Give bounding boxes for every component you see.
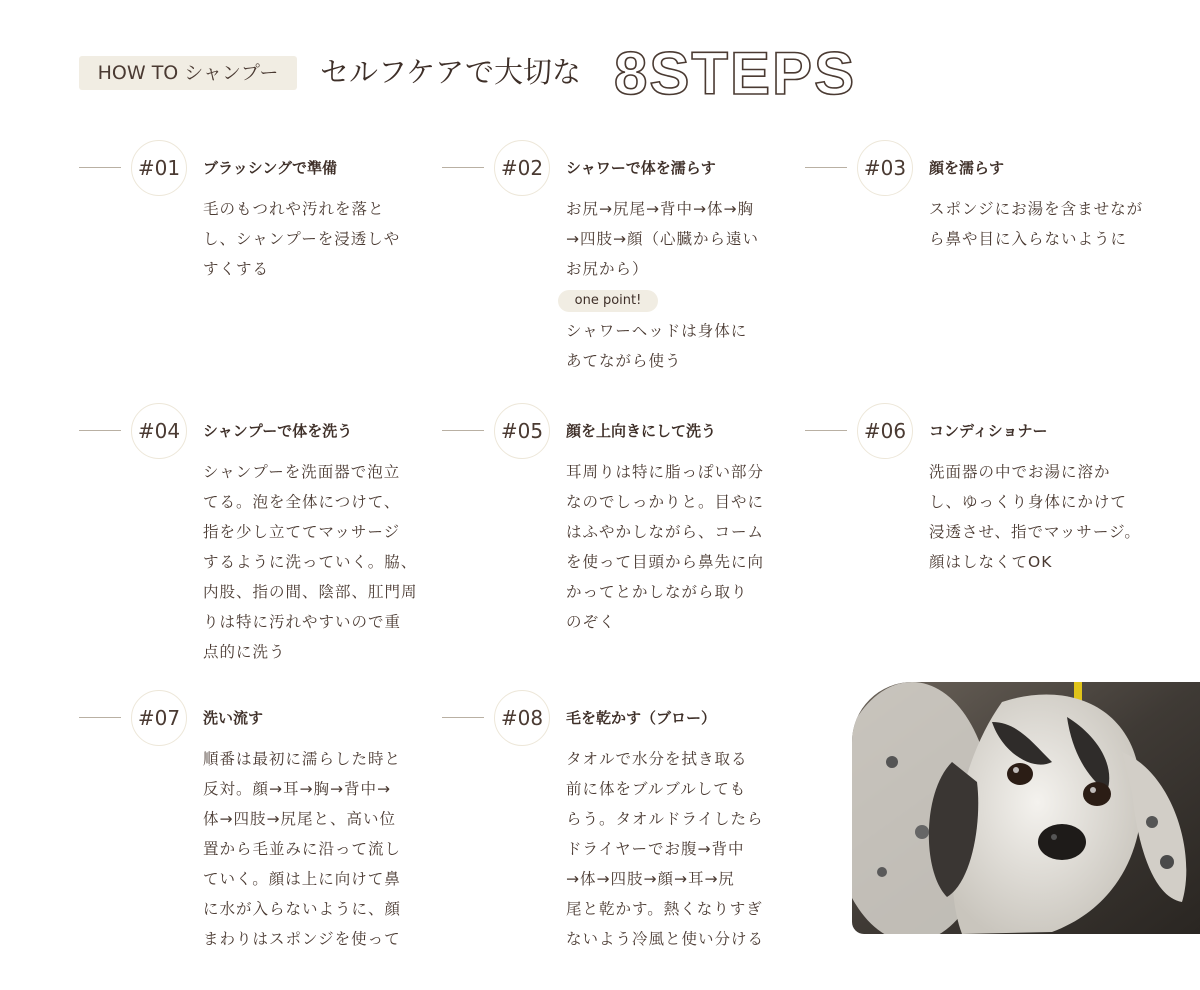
divider-line	[79, 430, 121, 431]
step-description	[203, 194, 423, 284]
text-line: を使って目頭から鼻先に向	[566, 553, 765, 571]
step-01	[79, 140, 439, 440]
step-title: 顔を上向きにして洗う	[566, 422, 717, 440]
text-line: ていく。顔は上に向けて鼻	[203, 870, 401, 888]
divider-line	[805, 430, 847, 431]
divider-line	[442, 167, 484, 168]
page-title: セルフケアで大切な	[320, 55, 582, 89]
text-line: お尻→尻尾→背中→体→胸	[566, 200, 754, 218]
step-number: #07	[131, 690, 187, 746]
step-title: 洗い流す	[203, 709, 264, 727]
text-line: のぞく	[566, 613, 616, 631]
divider-line	[805, 167, 847, 168]
step-title: シャワーで体を濡らす	[566, 159, 716, 177]
step-description	[929, 457, 1149, 577]
text-line: ら鼻や目に入らないように	[929, 230, 1128, 248]
text-line: 反対。顔→耳→胸→背中→	[203, 780, 391, 798]
text-line: 耳周りは特に脂っぽい部分	[566, 463, 765, 481]
step-number: #03	[857, 140, 913, 196]
step-number: #02	[494, 140, 550, 196]
text-line: ドライヤーでお腹→背中	[566, 840, 745, 858]
text-line: に水が入らないように、顔	[203, 900, 402, 918]
text-line: なのでしっかりと。目やに	[566, 493, 765, 511]
step-06	[805, 403, 1165, 703]
step-03	[805, 140, 1165, 440]
dog-photo	[852, 682, 1200, 934]
text-line: し、ゆっくり身体にかけて	[929, 493, 1127, 511]
text-line: 洗面器の中でお湯に溶か	[929, 463, 1111, 481]
text-line: タオルで水分を拭き取る	[566, 750, 748, 768]
one-point-text	[566, 316, 786, 376]
step-description	[566, 457, 786, 637]
text-line: 内股、指の間、陰部、肛門周	[203, 583, 418, 601]
step-07	[79, 690, 439, 990]
text-line: →四肢→顔（心臓から遠い	[566, 230, 759, 248]
step-title: シャンプーで体を洗う	[203, 422, 353, 440]
text-line: まわりはスポンジを使って	[203, 930, 401, 948]
text-line: お尻から）	[566, 260, 649, 278]
step-02	[442, 140, 802, 440]
step-description	[203, 744, 423, 954]
text-line: りは特に汚れやすいので重	[203, 613, 402, 631]
text-line: 毛のもつれや汚れを落と	[203, 200, 385, 218]
step-description	[566, 744, 786, 954]
text-line: 顔はしなくてOK	[929, 553, 1053, 571]
step-title: ブラッシングで準備	[203, 159, 338, 177]
step-number: #01	[131, 140, 187, 196]
step-04	[79, 403, 439, 703]
step-number: #04	[131, 403, 187, 459]
text-line: 順番は最初に濡らした時と	[203, 750, 402, 768]
text-line: シャワーヘッドは身体に	[566, 322, 748, 340]
text-line: ないよう冷風と使い分ける	[566, 930, 765, 948]
step-number: #06	[857, 403, 913, 459]
step-number: #08	[494, 690, 550, 746]
step-description	[566, 194, 786, 284]
divider-line	[442, 430, 484, 431]
text-line: 置から毛並みに沿って流し	[203, 840, 402, 858]
divider-line	[79, 167, 121, 168]
step-08	[442, 690, 802, 990]
text-line: 体→四肢→尻尾と、高い位	[203, 810, 396, 828]
text-line: 点的に洗う	[203, 643, 286, 661]
text-line: スポンジにお湯を含ませなが	[929, 200, 1144, 218]
step-title: コンディショナー	[929, 422, 1048, 440]
step-number: #05	[494, 403, 550, 459]
text-line: →体→四肢→顔→耳→尻	[566, 870, 735, 888]
text-line: 前に体をブルブルしても	[566, 780, 747, 798]
step-description	[929, 194, 1149, 254]
text-line: はふやかしながら、コーム	[566, 523, 765, 541]
text-line: すくする	[203, 260, 270, 278]
text-line: あてながら使う	[566, 352, 682, 370]
text-line: てる。泡を全体につけて、	[203, 493, 401, 511]
section-tag: HOW TO シャンプー	[79, 56, 297, 90]
text-line: 尾と乾かす。熱くなりすぎ	[566, 900, 763, 918]
text-line: シャンプーを洗面器で泡立	[203, 463, 401, 481]
text-line: するように洗っていく。脇、	[203, 553, 418, 571]
text-line: 指を少し立ててマッサージ	[203, 523, 401, 541]
text-line: らう。タオルドライしたら	[566, 810, 764, 828]
one-point-badge: one point!	[558, 290, 658, 312]
step-description	[203, 457, 423, 667]
step-05	[442, 403, 802, 703]
step-title: 毛を乾かす（ブロー）	[566, 709, 717, 727]
divider-line	[79, 717, 121, 718]
steps-title: 8STEPS	[614, 40, 857, 107]
text-line: かってとかしながら取り	[566, 583, 748, 601]
step-title: 顔を濡らす	[929, 159, 1005, 177]
divider-line	[442, 717, 484, 718]
text-line: し、シャンプーを浸透しや	[203, 230, 401, 248]
text-line: 浸透させ、指でマッサージ。	[929, 523, 1141, 541]
